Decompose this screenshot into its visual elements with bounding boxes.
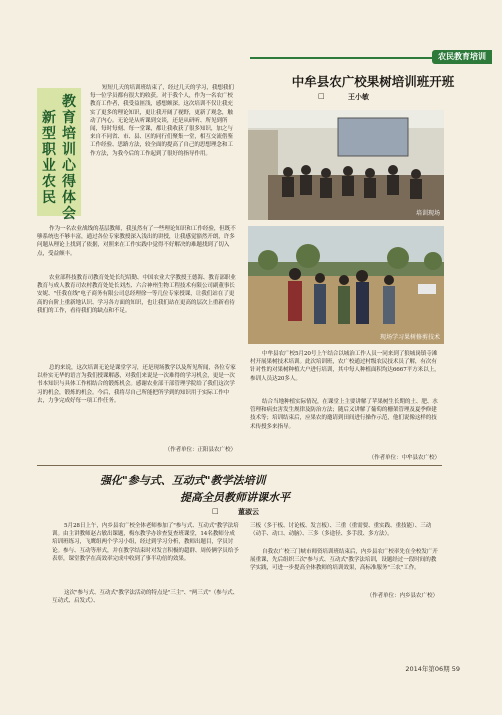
photo2-caption: 现场学习果树修剪技术 — [379, 334, 440, 341]
title-column-1: 教育培训心得体会 — [62, 94, 76, 222]
bottom-author: 董淑云 — [238, 508, 259, 516]
right-credit: （作者单位：中牟县农广校） — [368, 455, 440, 461]
bottom-credit: （作者单位：内乡县农广校） — [366, 593, 438, 599]
right-author-marker: □ — [318, 92, 325, 100]
left-paragraph-4: 总的来说，这次培训无论是课堂学习，还是现场教学以及所见所闻，各位专家以朴实无华的语言为我们授课解惑，对我们来说是一次难得的学习机会，更是一次书本知识与具体工作相结合的锻炼机会。感谢农业部干部管理学院给了我们这次学习的机会，锻炼的机会。今后，我将尽自己所能把所学到的知识用于实际工作中去，力争完成好每一项工作任务。 — [37, 365, 236, 404]
section-header-bar — [250, 50, 492, 64]
header-rule — [250, 57, 450, 59]
right-article-title: 中牟县农广校果树培训班开班 — [291, 74, 455, 89]
section-tag: 农民教育培训 — [432, 50, 492, 64]
left-paragraph-3: 农业部科技教育司教育处处长纪绍勤、中国农业大学教授王德海、教育部职业教育与成人教育司农村教育处处长刘杰、六合神州生物工程技术有限公司副董事长安妮、"任我在线"电子商务有限公司总经理徐一等几位专家授课，让我们站在了更高的台阶上重新地认识、学习各方面的知识，也让我们站在更高的层次上重新看待我们的工作，看待我们的缺点和不足。 — [37, 275, 236, 314]
left-credit: （作者单位：正阳县农广校） — [164, 447, 236, 453]
bottom-col1-paragraph-2: 这次"参与式、互动式"教学法活动的特点是"三主"、"两三式"（参与式、互动式、启发式）、 — [52, 590, 239, 605]
left-article-vertical-title — [37, 88, 81, 222]
bottom-col2-paragraph-2: 自我农广校三门峡市师资培训班结束后，内乡县农广校率先在全校发广开展重课，先后组织三次"参与式、互动式"教学法培训，设题经过一段时间的教学实践，可进一步提高全体教师的培训效果，高标准服务"三农"工作。 — [250, 549, 438, 572]
section-divider — [37, 465, 442, 466]
left-paragraph-2: 作为一名农业战线的基层教师，我虽然有了一些理论知识和工作经验，但既不够系统也不够丰富，通过各位专家教授深入浅出的讲授，让我感觉豁然开朗，许多问题从理论上找到了依据，对照来在工作实践中觉得不好解决的难题找到了切入点，受益颇丰。 — [37, 226, 236, 257]
right-paragraph-1: 中牟县农广校5月20号上午结合以城治工作人员一同来到了狼城岗镇寺滩村开展果树技术培训。此次培训班，农广校通过村级农民技术员了解，有次有针对性的对果树种植大户进行培训，其中每人种植面积均达6667平方米以上，参训人员达20多人。 — [250, 351, 440, 382]
orchard-photo-drawing — [248, 226, 444, 344]
left-paragraph-1: 短短几天的培训班结束了，经过几天的学习，我想我们每一位学员都有很大的收获。对于我个人，作为一名农广校教育工作者，我受益匪浅，感想颇深。这次培训不仅让我充实了更多的理论知识，更让我开阔了视野，更新了观念，触动了内心。无论是从听课到交谈，还是从研听、所见到所闻，每时每刻、每一堂课，都让我收获了很多知识，加之与来自不同省、市、县、区的同行们聚集一堂，相互交流借鉴工作经验、思路方法，较全面的提高了自己的思想理念和工作方法，为我今后的工作起到了很好的指导作用。 — [90, 85, 234, 157]
right-author: 王小敏 — [348, 93, 369, 101]
right-paragraph-2: 结合当地种植实际情况，在课堂上主要讲解了苹果树生长期的土、肥、水管理和病虫害发生规律及防治方法；随后又讲解了葡萄的栅架管理及夏季修建技术等；培训结束后，应果农的邀请到田间进行操作示范，他们说像这样的技术传授多来指导。 — [250, 399, 438, 430]
bottom-col1-paragraph: 5月28日上午，内乡县农广校全体老师参加了"参与式、互动式"教学法培训。由主讲教师赵占敏出课题，梅东教学办诊查复查班课堂，14名教师分成培训班练习，飞鹰组两个学习小组，经过到学习分析，教师出题目，学员讨论。参与、互动等形式，并在教学结束时对发言积极的超群、周传俩学员给予表彰，课堂教学在高效率完成中收到了事半功倍的效果。 — [52, 523, 239, 562]
training-classroom-photo — [248, 110, 444, 220]
orchard-training-photo — [248, 226, 444, 344]
photo1-caption: 培训现场 — [415, 210, 440, 217]
page-footer: 2014年第06期 59 — [405, 665, 460, 673]
bottom-headline-2: 提高全员教师讲课水平 — [180, 491, 290, 504]
classroom-photo-drawing — [248, 110, 444, 220]
bottom-col2-paragraph: 三板（多于板、讨论板、发言板）、三重（重需要、重实践、重技能）、三动（动手、动口、动脑）、三多（多途径、多手段、多方法）。 — [250, 523, 432, 538]
title-column-2: 新型职业农民 — [42, 110, 56, 206]
bottom-headline-1: 强化"参与式、互动式"教学法培训 — [100, 474, 266, 487]
bottom-author-marker: □ — [212, 507, 219, 515]
